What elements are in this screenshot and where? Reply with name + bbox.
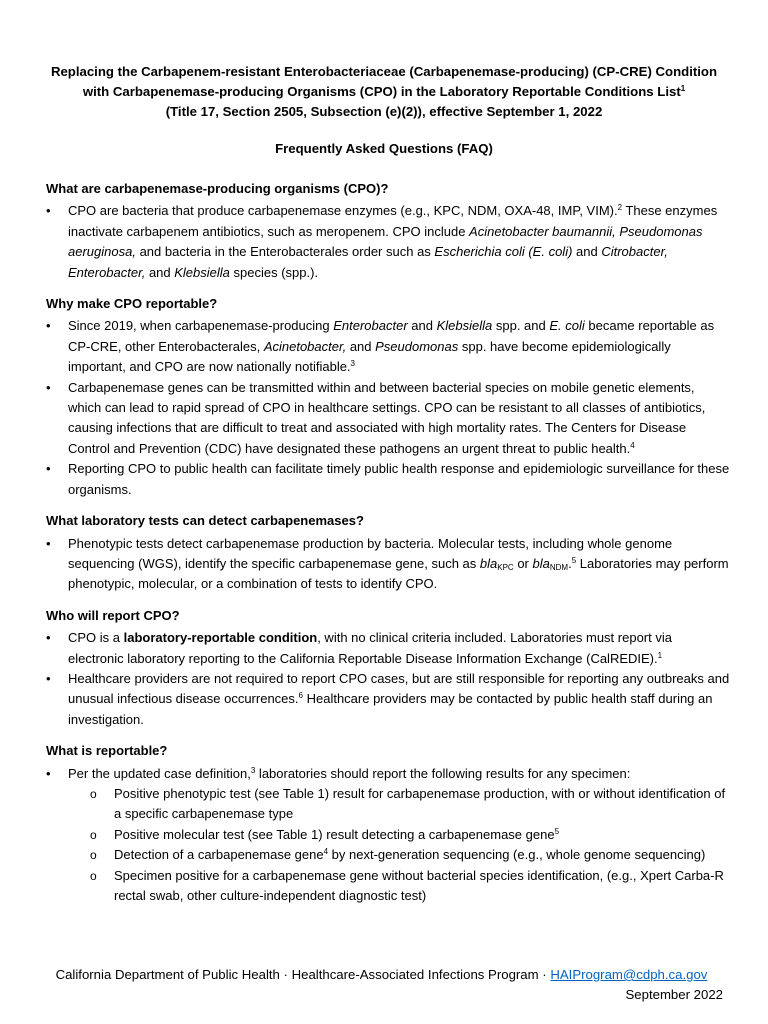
organism-name: Enterobacter (333, 318, 408, 334)
emphasis-text: laboratory-reportable condition (123, 630, 318, 646)
organism-name: Pseudomonas (375, 338, 459, 354)
bullet-item: • Reporting CPO to public health can facilitate timely public health response and epidemiologic surveillance for these organisms. (46, 459, 730, 500)
faq-section-who-reports (46, 606, 730, 730)
footnote-ref: 3 (250, 765, 256, 775)
question-heading: What are carbapenemase-producing organisms (CPO)? (46, 181, 389, 196)
organism-name: Acinetobacter baumannii, Pseudomonas aeruginosa, (68, 223, 703, 260)
bullet-item: • CPO is a laboratory-reportable condition, with no clinical criteria included. Laboratories must report via electronic laboratory reporting to the California Reportable Disease Information Exchange (CalREDIE).$^1$ (46, 628, 730, 669)
faq-heading: Frequently Asked Questions (FAQ) (275, 141, 493, 156)
bullet-item: • Healthcare providers are not required to report CPO cases, but are still responsible for reporting any outbreaks and unusual infectious disease occurrences.$^6$ Healthcare providers may be contacted by public health staff during an investigation. (46, 669, 730, 730)
title-line-3: (Title 17, Section 2505, Subsection (e)(2)), effective September 1, 2022 (165, 104, 603, 119)
faq-content (46, 179, 730, 917)
question-heading: Who will report CPO? (46, 607, 180, 623)
footnote-ref: 6 (298, 691, 303, 701)
question-heading: What laboratory tests can detect carbapenemases? (46, 513, 364, 529)
gene-subscript: KPC (497, 562, 514, 572)
document-title (40, 62, 728, 122)
footnote-ref: 3 (350, 359, 355, 369)
faq-section-lab-tests (46, 511, 730, 595)
organism-name: Klebsiella (174, 264, 230, 280)
footnote-ref: 2 (617, 203, 623, 213)
gene-name: bla (479, 555, 498, 571)
sub-bullet-item: o Detection of a carbapenemase gene$^4$ by next-generation sequencing (e.g., whole genome sequencing) (46, 845, 730, 865)
footnote-ref: 4 (323, 847, 329, 857)
bullet-item: • CPO are bacteria that produce carbapenemase enzymes (e.g., KPC, NDM, OXA-48, IMP, VIM).$^2$ These enzymes inactivate carbapenem antibiotics, such as meropenem. CPO include Acinetobacter baumannii, Pseudomonas aeruginosa, and bacteria in the Enterobacterales order such as Escherichia coli (E. coli) and Citrobacter, Enterobacter, and Klebsiella species (spp.). (46, 201, 730, 283)
title-line-2: with Carbapenemase-producing Organisms (CPO) in the Laboratory Reportable Conditions List$^1$ (82, 84, 686, 99)
faq-section-why-reportable (46, 294, 730, 500)
bullet-item: • Since 2019, when carbapenemase-producing Enterobacter and Klebsiella spp. and E. coli became reportable as CP-CRE, other Enterobacterales, Acinetobacter, and Pseudomonas spp. have become epidemiologically important, and CPO are now nationally notifiable.$^3$ (46, 316, 730, 377)
footer-date: September 2022 (625, 987, 723, 1002)
bullet-item: • Phenotypic tests detect carbapenemase production by bacteria. Molecular tests, including whole genome sequencing (WGS), identify the specific carbapenemase gene, such as bla$_{KPC}$ or bla$_{NDM}$.$^5$ Laboratories may perform phenotypic, molecular, or a combination of tests to identify CPO. (46, 534, 730, 595)
footnote-ref: 5 (571, 555, 577, 565)
organism-name: Acinetobacter, (263, 338, 347, 354)
email-link[interactable]: HAIProgram@cdph.ca.gov (550, 967, 708, 982)
page-footer (40, 965, 723, 1005)
organism-name: E. coli (549, 318, 585, 334)
organism-name: Klebsiella (436, 318, 493, 334)
sub-bullet-item: o Specimen positive for a carbapenemase gene without bacterial species identification, (e.g., Xpert Carba-R rectal swab, other culture-independent diagnostic test) (46, 866, 730, 907)
sub-bullet-item: o Positive phenotypic test (see Table 1) result for carbapenemase production, with or without identification of a specific carbapenemase type (46, 784, 730, 825)
question-heading: Why make CPO reportable? (46, 296, 218, 312)
faq-section-cpo-definition (46, 179, 730, 283)
organism-name: Escherichia coli (E. coli) (434, 244, 573, 260)
bullet-item: • Per the updated case definition,$^3$ laboratories should report the following results for any specimen: (46, 764, 730, 784)
footnote-ref: 5 (554, 826, 560, 836)
question-heading: What is reportable? (46, 743, 168, 759)
organism-name: Citrobacter, Enterobacter, (68, 244, 668, 280)
title-line-1: Replacing the Carbapenem-resistant Enterobacteriaceae (Carbapenemase-producing) (CP-CRE) Condition (50, 64, 718, 79)
sub-bullet-item: o Positive molecular test (see Table 1) result detecting a carbapenemase gene$^5$ (46, 825, 730, 845)
footnote-ref: 1 (657, 650, 663, 660)
footer-org-line: California Department of Public Health · Healthcare-Associated Infections Program · HAIProgram@cdph.ca.gov (55, 967, 708, 982)
footnote-ref: 1 (680, 84, 686, 93)
bullet-item: • Carbapenemase genes can be transmitted within and between bacterial species on mobile genetic elements, which can lead to rapid spread of CPO in healthcare settings. CPO can be resistant to all classes of antibiotics, causing infections that are difficult to treat and associated with high mortality rates. The Centers for Disease Control and Prevention (CDC) have designated these pathogens an urgent threat to public health.$^4$ (46, 378, 730, 460)
faq-section-what-reportable (46, 741, 730, 906)
footnote-ref: 4 (630, 440, 635, 450)
gene-subscript: NDM (549, 562, 569, 572)
gene-name: bla (532, 555, 550, 571)
